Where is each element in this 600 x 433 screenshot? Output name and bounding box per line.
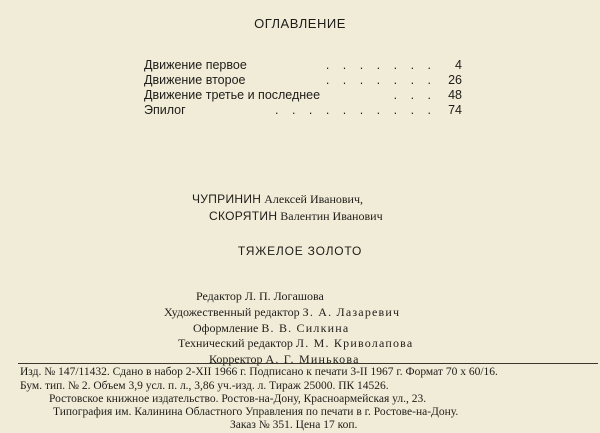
author-line	[192, 192, 363, 207]
author-surname: ЧУПРИНИН	[192, 192, 262, 206]
toc-item-page: 74	[448, 103, 462, 117]
staff-role: Корректор	[209, 352, 263, 366]
staff-line	[193, 321, 349, 336]
toc-leader-dots: . . .	[393, 88, 436, 102]
author-name: Алексей Иванович,	[264, 192, 364, 206]
staff-line	[164, 305, 400, 320]
staff-line	[209, 352, 360, 367]
book-title: ТЯЖЕЛОЕ ЗОЛОТО	[237, 244, 363, 258]
toc-item-label: Движение третье и последнее	[144, 88, 321, 102]
toc-heading: ОГЛАВЛЕНИЕ	[254, 16, 346, 31]
staff-role: Технический редактор	[178, 336, 293, 350]
toc-item-label: Движение первое	[144, 58, 247, 72]
toc-item-page: 26	[448, 73, 462, 87]
imprint-line: Заказ № 351. Цена 17 коп.	[230, 419, 358, 431]
toc-item	[144, 73, 462, 89]
imprint-line: Бум. тип. № 2. Объем 3,9 усл. п. л., 3,86 уч.-изд. л. Тираж 25000. ПК 14526.	[20, 380, 389, 392]
staff-role: Художественный редактор	[164, 305, 300, 319]
author-surname: СКОРЯТИН	[209, 209, 278, 223]
toc-item	[144, 58, 462, 74]
toc-item-label: Эпилог	[144, 103, 186, 117]
imprint-divider	[18, 363, 598, 364]
imprint-line: Типография им. Калинина Областного Управления по печати в г. Ростове-на-Дону.	[53, 406, 459, 418]
staff-person: Л. М. Криволапова	[295, 336, 414, 350]
staff-line	[196, 289, 324, 304]
imprint-line: Изд. № 147/11432. Сдано в набор 2-XII 1966 г. Подписано к печати 3-II 1967 г. Формат 70 х 60/16.	[20, 366, 498, 378]
toc-leader-dots: . . . . . . .	[325, 73, 436, 87]
toc-leader-dots: . . . . . . . . . .	[275, 103, 436, 117]
staff-role: Оформление	[193, 321, 259, 335]
toc-item-page: 4	[455, 58, 462, 72]
toc-item-page: 48	[448, 88, 462, 102]
staff-role: Редактор	[196, 289, 242, 303]
toc-item-label: Движение второе	[144, 73, 246, 87]
author-name: Валентин Иванович	[280, 209, 383, 223]
toc-item	[144, 103, 462, 119]
staff-person: З. А. Лазаревич	[302, 305, 401, 319]
staff-person: Л. П. Логашова	[244, 289, 324, 303]
author-line	[209, 209, 383, 224]
staff-person: В. В. Силкина	[261, 321, 350, 335]
staff-line	[178, 336, 413, 351]
toc-leader-dots: . . . . . . .	[325, 58, 436, 72]
toc-item	[144, 88, 462, 104]
imprint-line: Ростовское книжное издательство. Ростов-на-Дону, Красноармейская ул., 23.	[49, 393, 427, 405]
staff-person: А. Г. Минькова	[265, 352, 360, 366]
